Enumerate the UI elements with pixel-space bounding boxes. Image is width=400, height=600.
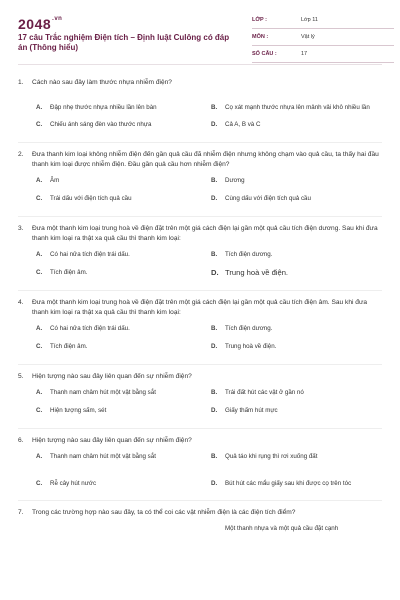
meta-value: Vật lý [301,34,315,40]
option-c[interactable] [36,406,206,415]
option-letter: A. [36,103,43,111]
question-separator [18,216,382,217]
option-row [18,120,382,138]
option-c[interactable] [36,342,206,351]
page-title: 17 câu Trắc nghiệm Điện tích – Định luật Culông có đáp án (Thông hiểu) [18,33,230,52]
question-text: Hiện tượng nào sau đây liên quan đến sự nhiễm điện? [32,437,192,444]
question-number: 1. [18,79,24,86]
option-text: Tích điện dương. [225,251,273,258]
option-d[interactable] [211,470,381,496]
option-text: Có hai nửa tích điện trái dấu. [50,251,130,258]
option-row [18,268,382,286]
option-c[interactable] [36,470,206,496]
meta-label: SỐ CÂU : [252,51,277,57]
option-row [18,324,382,342]
question-text: Cách nào sau đây làm thước nhựa nhiễm điện? [32,79,172,86]
question-number: 7. [18,509,24,516]
option-letter: C. [36,343,43,350]
question-stem [18,150,382,170]
option-c[interactable] [36,194,206,203]
option-a[interactable] [36,94,206,120]
option-text: Chiếu ánh sáng đèn vào thước nhựa [50,121,152,128]
question-stem [18,298,382,318]
option-text: Cùng dấu với điện tích quả cầu [225,195,311,202]
option-b[interactable] [211,452,381,461]
option-letter: B. [211,251,218,258]
question-text: Trong các trường hợp nào sau đây, ta có thể coi các vật nhiễm điện là các điện tích điểm? [32,509,296,516]
question-stem [18,224,382,244]
option-text: Bút hút các mẩu giấy sau khi được cọ trên tóc [225,479,352,487]
question-number: 6. [18,437,24,444]
option-a[interactable] [36,176,206,185]
option-a[interactable] [36,388,206,397]
meta-label: MÔN : [252,34,269,40]
option-d[interactable] [211,406,381,415]
option-b[interactable] [211,250,381,259]
option-letter: A. [36,453,43,460]
question-text: Hiện tượng nào sau đây liên quan đến sự nhiễm điện? [32,373,192,380]
option-letter: B. [211,389,218,396]
question-5 [18,372,382,429]
option-text: Thanh nam châm hút một vật bằng sắt [50,453,156,460]
option-letter: C. [36,121,43,128]
option-letter: B. [211,103,218,111]
option-letter: C. [36,195,43,202]
option-text: Dương [225,177,245,184]
option-a[interactable] [36,324,206,333]
option-letter: D. [211,268,219,277]
question-text: Đưa một thanh kim loại trung hoà về điện đặt trên một giá cách điện lại gần một quả cầu tích điện dương. Sau khi đưa thanh kim loại ra thật xa quả cầu thì thanh kim loại: [32,225,378,242]
option-text: Tích điện âm. [50,343,88,350]
option-list [18,452,382,496]
question-3 [18,224,382,291]
question-2 [18,150,382,217]
option-text: Một thanh nhựa và một quả cầu đặt cạnh [225,525,339,532]
option-list [18,176,382,212]
logo-main: 2048 [18,16,52,32]
option-letter: B. [211,453,218,460]
question-separator [18,500,382,501]
option-row [18,470,382,496]
option-row [18,94,382,120]
option-letter: C. [36,479,43,487]
question-stem [18,436,382,446]
option-letter: C. [36,407,43,414]
option-c[interactable] [36,120,206,129]
meta-row-count [252,50,394,63]
option-letter: C. [36,269,43,276]
option-text: Âm [50,177,60,184]
header-divider [18,64,382,65]
option-a[interactable] [36,250,206,259]
question-separator [18,428,382,429]
option-letter: D. [211,343,218,350]
option-list [18,324,382,360]
option-text: Cả A, B và C [225,121,261,128]
question-separator [18,290,382,291]
option-row [18,524,382,542]
question-1 [18,78,382,143]
option-text: Trái dấu với điện tích quả cầu [50,195,132,202]
option-b[interactable] [211,388,381,397]
option-letter: D. [211,121,218,128]
option-text: Hiện tượng sấm, sét [50,407,107,414]
question-4 [18,298,382,365]
question-separator [18,142,382,143]
question-number: 3. [18,225,24,232]
question-7 [18,508,382,542]
meta-row-class [252,16,394,29]
question-number: 4. [18,299,24,306]
question-text: Đưa thanh kim loại không nhiễm điện đến gần quả cầu đã nhiễm điện nhưng không chạm vào quả cầu, ta thấy hai đầu thanh kim loại được nhiễm điện. Đầu gần quả cầu hơn nhiễm điện? [32,151,379,168]
option-d[interactable] [211,194,381,203]
option-text: Tích điện âm. [50,269,88,276]
question-text: Đưa một thanh kim loại trung hoà về điện đặt trên một giá cách điện lại gần một quả cầu tích điện âm. Sau khi đưa thanh kim loại ra thật xa quả cầu thì thanh kim loại: [32,299,368,316]
option-text: Quả táo khi rụng thì rơi xuống đất [225,453,318,460]
option-text: Giấy thấm hút mực [225,407,278,414]
option-letter: A. [36,389,43,396]
option-b[interactable] [211,176,381,185]
question-number: 2. [18,151,24,158]
option-letter: A. [36,251,43,258]
option-letter: B. [211,177,218,184]
question-stem [18,78,382,88]
meta-row-subject [252,33,394,46]
option-d[interactable] [211,342,381,351]
site-logo[interactable] [18,16,62,32]
option-text: Có hai nửa tích điện trái dấu. [50,325,130,332]
option-letter: B. [211,325,218,332]
question-separator [18,364,382,365]
option-list [18,250,382,286]
option-list [18,94,382,138]
option-letter: D. [211,479,218,487]
option-b[interactable] [211,524,381,533]
option-text: Tích điện dương. [225,325,273,332]
option-text: Trung hoà về điện. [225,343,277,350]
option-list [18,388,382,424]
option-a[interactable] [36,452,206,461]
option-text: Thanh nam châm hút một vật bằng sắt [50,389,156,396]
document-header [18,16,388,60]
meta-value: Lớp 11 [301,17,318,23]
question-stem [18,372,382,382]
option-row [18,250,382,268]
option-d[interactable] [211,120,381,129]
meta-label: LỚP : [252,17,267,23]
option-text: Trung hoà về điện. [225,268,289,277]
option-row [18,452,382,470]
question-6 [18,436,382,501]
logo-sub: .vn [52,16,63,22]
option-letter: D. [211,195,218,202]
option-text: Trái đất hút các vật ở gần nó [225,389,304,396]
option-row [18,406,382,424]
option-text: Đập nhẹ thước nhựa nhiều lần lên bàn [50,103,157,111]
question-number: 5. [18,373,24,380]
option-letter: A. [36,177,43,184]
question-list [18,78,382,542]
option-row [18,176,382,194]
option-row [18,342,382,360]
option-letter: A. [36,325,43,332]
option-letter: D. [211,407,218,414]
option-b[interactable] [211,324,381,333]
option-text: Rễ cây hút nước [50,479,97,487]
option-b[interactable] [211,94,381,120]
option-d[interactable] [211,268,381,277]
option-row [18,194,382,212]
option-list [18,524,382,542]
meta-value: 17 [301,51,308,57]
question-stem [18,508,382,518]
option-row [18,388,382,406]
option-c[interactable] [36,268,206,277]
meta-info [252,16,394,67]
option-text: Cọ xát mạnh thước nhựa lên mảnh vải khô nhiều lần [225,103,370,111]
